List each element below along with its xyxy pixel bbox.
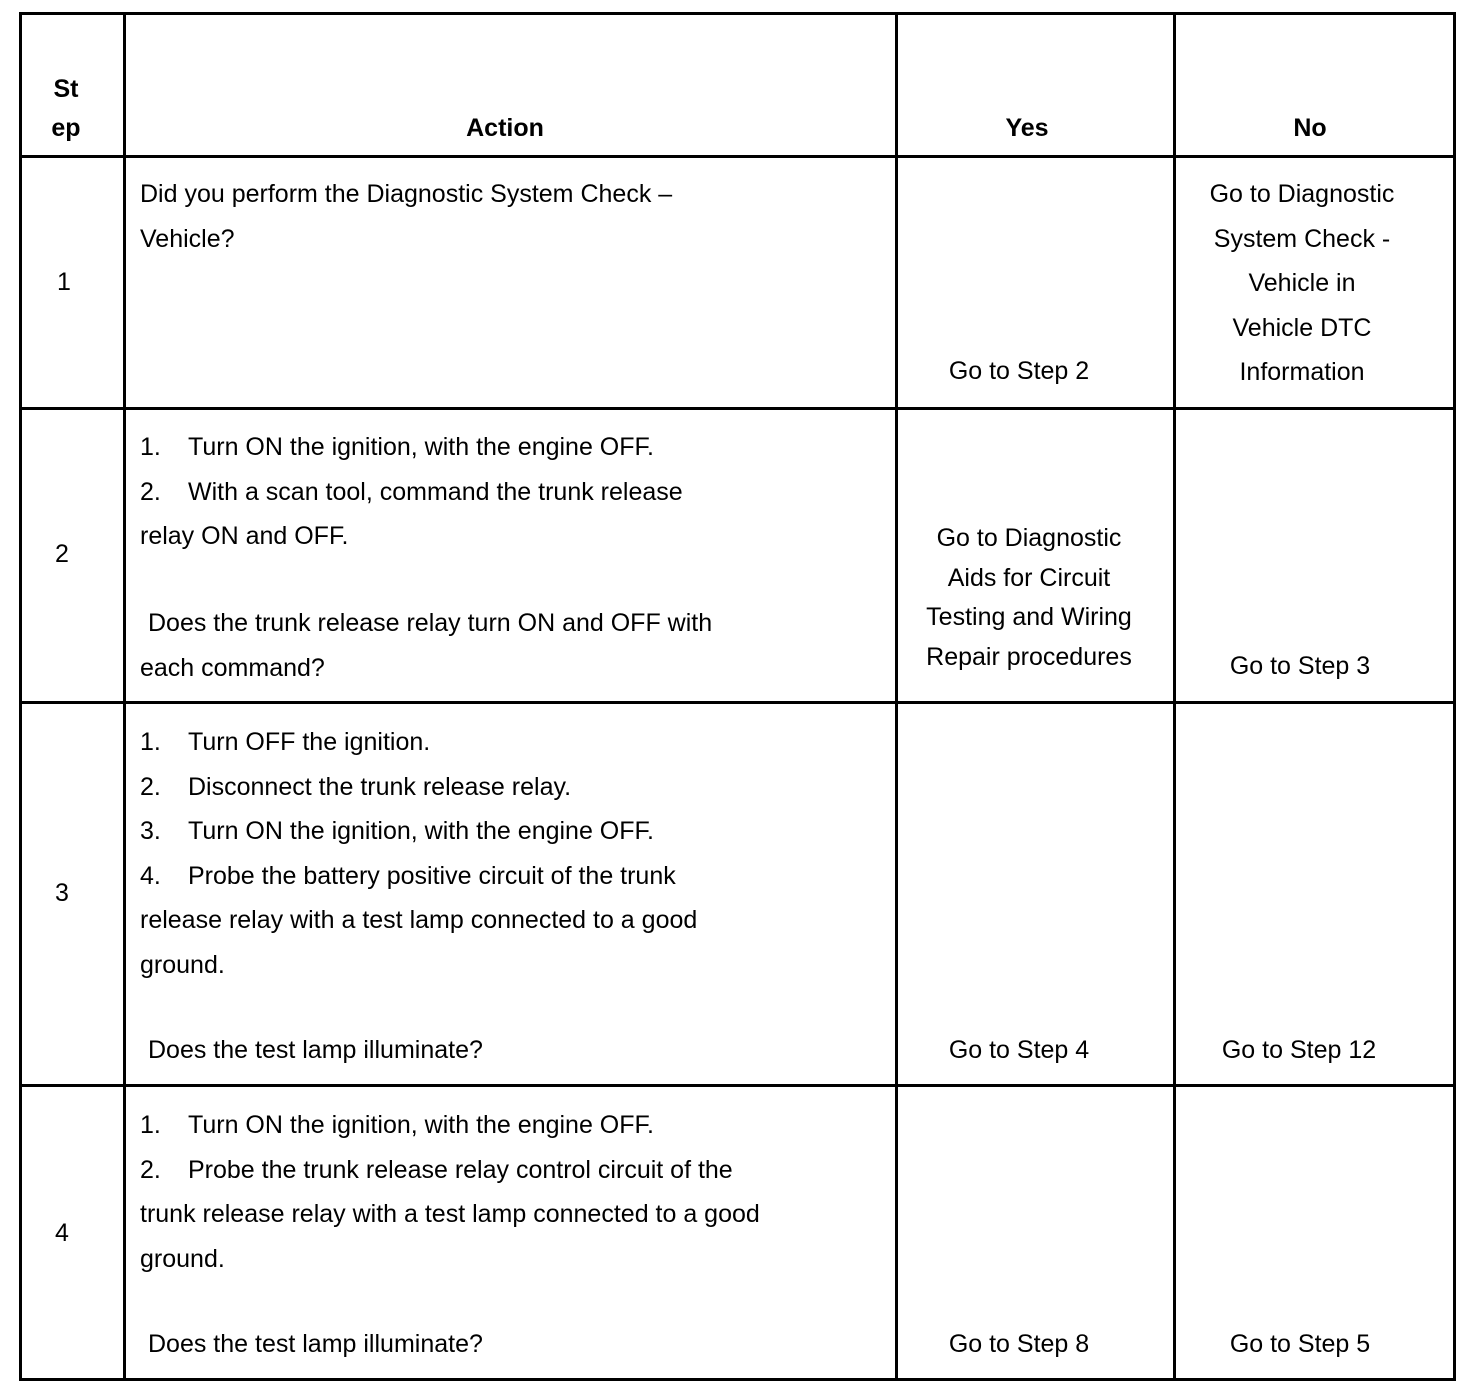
step-number: 4 <box>55 1219 69 1247</box>
yes-result: Go to Diagnostic Aids for Circuit Testing and Wiring Repair procedures <box>926 524 1132 671</box>
row-divider <box>22 407 1453 410</box>
row-divider <box>22 155 1453 158</box>
action-question: Does the test lamp illuminate? <box>148 1330 483 1358</box>
action-question: Does the trunk release relay turn ON and OFF with each command? <box>140 609 713 682</box>
column-divider <box>123 15 126 1378</box>
no-result: Go to Step 5 <box>1229 1330 1371 1358</box>
row-divider <box>22 1084 1453 1087</box>
list-item: 2. Probe the trunk release relay control circuit of the <box>140 1155 733 1184</box>
header-yes: Yes <box>1005 114 1049 142</box>
list-item: 1. Turn ON the ignition, with the engine OFF. <box>140 433 654 461</box>
list-item: 4. Probe the battery positive circuit of the trunk <box>140 861 676 890</box>
yes-result: Go to Step 4 <box>948 1036 1090 1064</box>
action-question: Does the test lamp illuminate? <box>148 1036 483 1064</box>
list-item: 1. Turn ON the ignition, with the engine OFF. <box>140 1111 654 1139</box>
list-item: 2. Disconnect the trunk release relay. <box>140 772 572 801</box>
list-item: 1. Turn OFF the ignition. <box>140 728 431 756</box>
yes-result: Go to Step 8 <box>948 1330 1090 1358</box>
no-result: Go to Step 12 <box>1221 1036 1377 1064</box>
action-text: 1. Turn ON the ignition, with the engine OFF. 2. Probe the trunk release relay control circuit of the trunk release relay with a test lamp connected to a good ground. <box>140 1103 760 1281</box>
step-number: 3 <box>55 879 69 907</box>
step-number: 2 <box>55 540 69 568</box>
header-action: Action <box>466 114 544 142</box>
header-no: No <box>1293 114 1327 142</box>
row-divider <box>22 701 1453 704</box>
column-divider <box>895 15 898 1378</box>
no-result: Go to Step 3 <box>1229 652 1371 680</box>
action-text: Did you perform the Diagnostic System Check – Vehicle? <box>140 180 673 253</box>
list-item: 3. Turn ON the ignition, with the engine OFF. <box>140 817 654 845</box>
header-step: St ep <box>51 75 81 142</box>
step-number: 1 <box>57 268 71 296</box>
action-text: 1. Turn OFF the ignition. 2. Disconnect the trunk release relay. 3. Turn ON the ignition, with the engine OFF. 4. Probe the battery positive circuit of the trunk release relay with a test lamp connected to a good ground. <box>140 720 697 987</box>
list-item: 2. With a scan tool, command the trunk release <box>140 477 683 506</box>
diagnostic-table <box>19 12 1456 1381</box>
yes-result: Go to Step 2 <box>948 357 1090 385</box>
no-result: Go to Diagnostic System Check - Vehicle in Vehicle DTC Information <box>1209 180 1395 386</box>
action-text: 1. Turn ON the ignition, with the engine OFF. 2. With a scan tool, command the trunk release relay ON and OFF. <box>140 425 683 559</box>
